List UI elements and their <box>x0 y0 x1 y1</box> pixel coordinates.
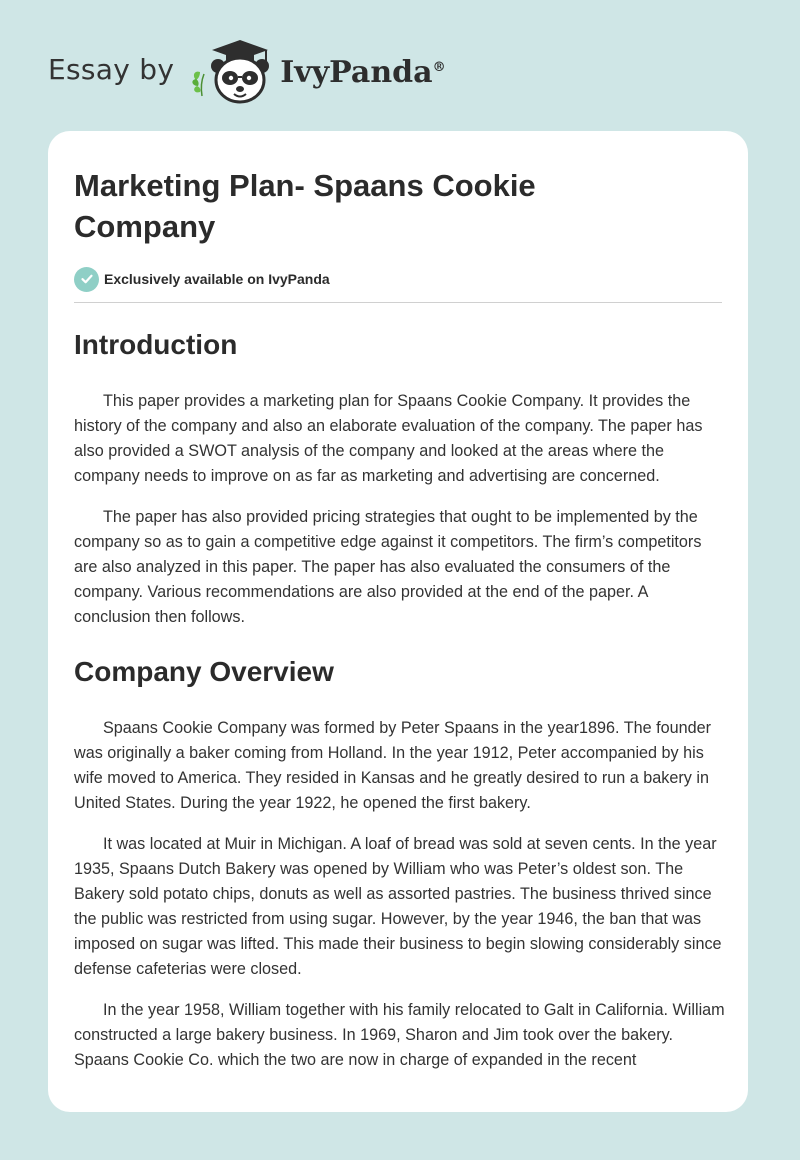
checkmark-icon <box>74 267 99 292</box>
divider <box>74 302 722 303</box>
essay-title: Marketing Plan- Spaans Cookie Company <box>74 168 536 244</box>
section-heading-introduction: Introduction <box>74 329 238 360</box>
exclusive-badge <box>74 266 722 292</box>
exclusive-badge-text: Exclusively available on IvyPanda <box>104 271 330 287</box>
brand-name[interactable]: IvyPanda® <box>280 54 446 90</box>
essay-card <box>48 131 748 1112</box>
essay-by-label: Essay by <box>48 52 175 86</box>
leaf-icon <box>193 72 205 96</box>
panda-graduate-icon[interactable] <box>188 36 274 106</box>
paragraph: This paper provides a marketing plan for Spaans Cookie Company. It provides the history of the company and also an elaborate evaluation of the company. The paper has also provided a SWOT analysis of the company and looked at the areas where the company needs to improve on as far as marketing and advertising are concerned. <box>74 392 703 485</box>
section-heading-company-overview: Company Overview <box>74 656 334 687</box>
paragraph: Spaans Cookie Company was formed by Peter Spaans in the year1896. The founder was originally a baker coming from Holland. In the year 1912, Peter accompanied by his wife moved to America. They resided in Kansas and he greatly desired to run a bakery in United States. During the year 1922, he opened the first bakery. <box>74 719 711 812</box>
paragraph: In the year 1958, William together with his family relocated to Galt in California. William constructed a large bakery business. In 1969, Sharon and Jim took over the bakery. Spaans Cookie Co. which the two are now in charge of expanded in the recent <box>74 1001 725 1069</box>
paragraph: The paper has also provided pricing strategies that ought to be implemented by the company so as to gain a competitive edge against it competitors. The firm’s competitors are also analyzed in this paper. The paper has also evaluated the consumers of the company. Various recommendations are also provided at the end of the paper. A conclusion then follows. <box>74 508 702 626</box>
registered-mark: ® <box>432 59 446 75</box>
site-header <box>48 36 446 106</box>
paragraph: It was located at Muir in Michigan. A loaf of bread was sold at seven cents. In the year 1935, Spaans Dutch Bakery was opened by William who was Peter’s oldest son. The Bakery sold potato chips, donuts as well as assorted pastries. The business thrived since the public was restricted from using sugar. However, by the year 1946, the ban that was imposed on sugar was lifted. This made their business to begin slowing considerably since defense cafeterias were closed. <box>74 835 722 978</box>
